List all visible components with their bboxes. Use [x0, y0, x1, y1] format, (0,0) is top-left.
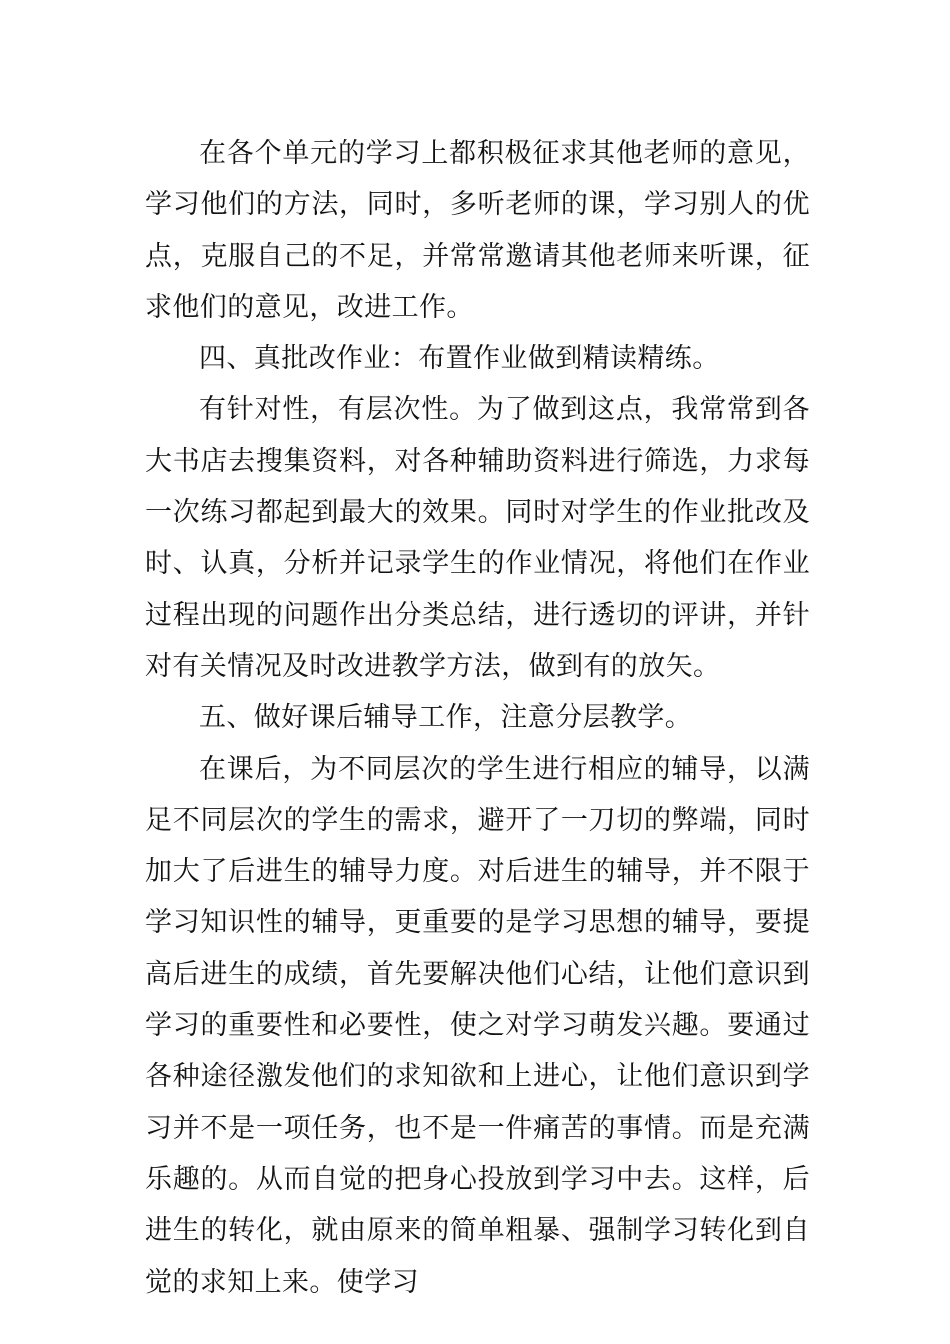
paragraph-after-class: 在课后，为不同层次的学生进行相应的辅导，以满足不同层次的学生的需求，避开了一刀切的弊端，同时加大了后进生的辅导力度。对后进生的辅导，并不限于学习知识性的辅导，更重要的是学习思想的辅导，要提高后进生的成绩，首先要解决他们心结，让他们意识到学习的重要性和必要性，使之对学习萌发兴趣。要通过各种途径激发他们的求知欲和上进心，让他们意识到学习并不是一项任务，也不是一件痛苦的事情。而是充满乐趣的。从而自觉的把身心投放到学习中去。这样，后进生的转化，就由原来的简单粗暴、强制学习转化到自觉的求知上来。使学习 [145, 753, 810, 1298]
document-body [145, 128, 810, 1308]
heading-section-four: 四、真批改作业：布置作业做到精读精练。 [199, 343, 720, 375]
heading-section-five: 五、做好课后辅导工作，注意分层教学。 [199, 702, 693, 734]
paragraph-homework: 有针对性，有层次性。为了做到这点，我常常到各大书店去搜集资料，对各种辅助资料进行筛选，力求每一次练习都起到最大的效果。同时对学生的作业批改及时、认真，分析并记录学生的作业情况，将他们在作业过程出现的问题作出分类总结，进行透切的评讲，并针对有关情况及时改进教学方法，做到有的放矢。 [145, 394, 810, 682]
paragraph-unit-learning: 在各个单元的学习上都积极征求其他老师的意见，学习他们的方法，同时，多听老师的课，学习别人的优点，克服自己的不足，并常常邀请其他老师来听课，征求他们的意见，改进工作。 [145, 138, 810, 323]
